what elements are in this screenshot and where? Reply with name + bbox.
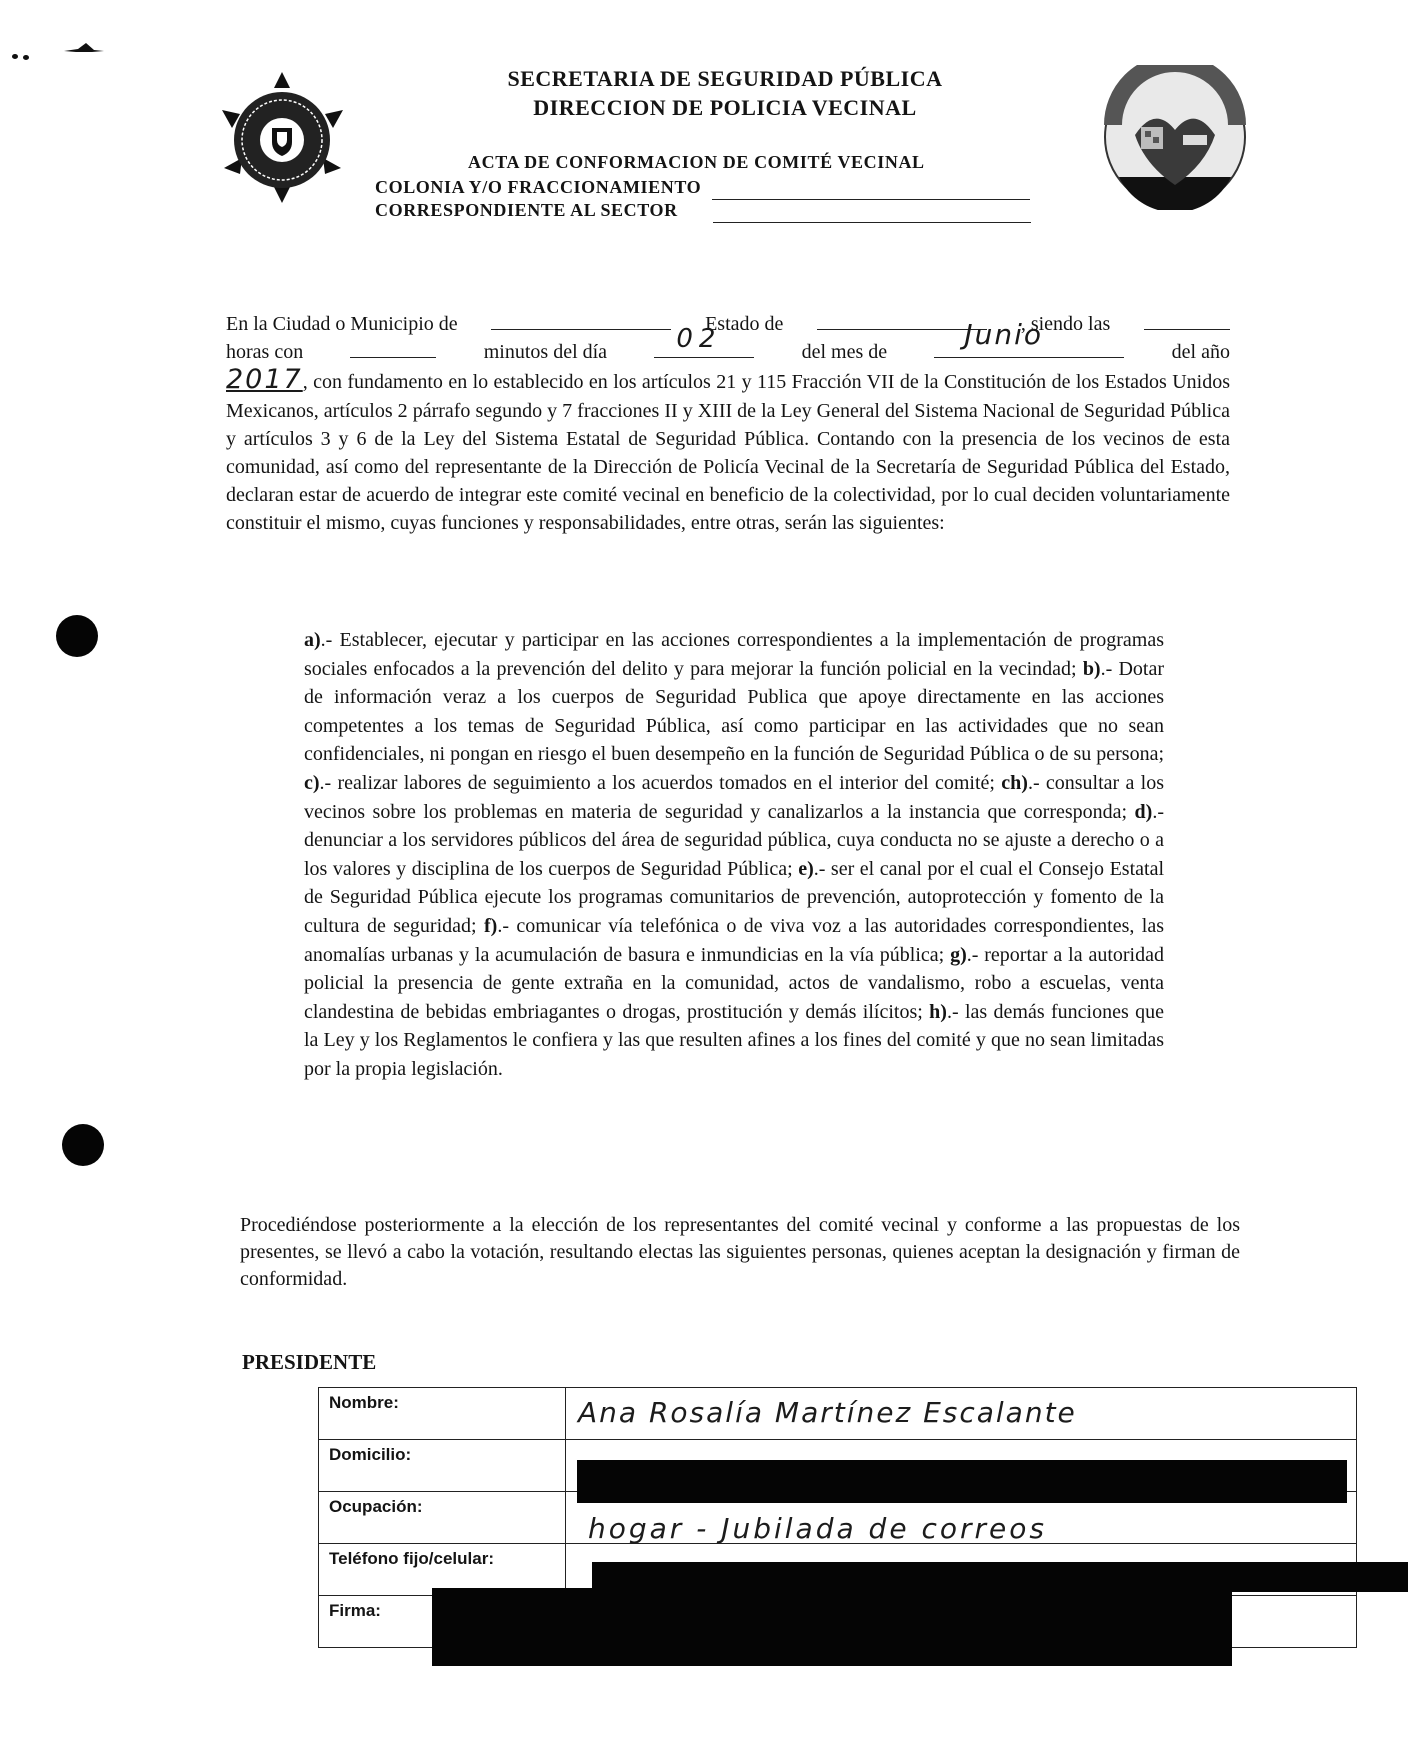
scan-mark: [12, 54, 34, 60]
redaction-firma: [432, 1588, 1232, 1666]
ocupacion-label: Ocupación:: [319, 1492, 566, 1544]
redaction-domicilio: [577, 1460, 1347, 1503]
intro-line-1: En la Ciudad o Municipio de Estado de , siendo las: [226, 310, 1230, 338]
nombre-label: Nombre:: [319, 1388, 566, 1440]
item-label-ch: ch): [1001, 771, 1028, 794]
intro-rest: 2017, con fundamento en lo establecido en los artículos 21 y 115 Fracción VII de la Constitución de los Estados Unidos Mexicanos, artículos 2 párrafo segundo y 7 fracciones II y XIII de la Ley General del Sistema Nacional de Seguridad Pública y artículos 3 y 6 de la Ley del Sistema Estatal de Seguridad Pública. Contando con la presencia de los vecinos de esta comunidad, así como del representante de la Dirección de Policía Vecinal de la Secretaría de Seguridad Pública del Estado, declaran estar de acuerdo de integrar este comité vecinal en beneficio de la colectividad, por lo cual deciden voluntariamente constituir el mismo, cuyas funciones y responsabilidades, entre otras, serán las siguientes:: [226, 364, 1230, 535]
telefono-label: Teléfono fijo/celular:: [319, 1544, 566, 1596]
sector-blank: [713, 198, 1031, 223]
item-label-a: a): [304, 629, 321, 651]
nombre-value: Ana Rosalía Martínez Escalante: [578, 1396, 1077, 1429]
scan-mark: [64, 40, 104, 50]
municipio-blank: [491, 311, 671, 330]
horas-blank: [1144, 311, 1230, 330]
sector-label: CORRESPONDIENTE AL SECTOR: [375, 200, 678, 220]
item-label-d: d): [1134, 800, 1153, 823]
item-label-b: b): [1082, 657, 1101, 680]
page-title: [380, 64, 1070, 122]
domicilio-label: Domicilio:: [319, 1440, 566, 1492]
item-label-h: h): [929, 1000, 947, 1023]
item-label-g: g): [950, 943, 967, 966]
anio-value: 2017: [226, 364, 303, 396]
colonia-blank: [712, 175, 1030, 200]
firma-label: Firma:: [319, 1596, 566, 1648]
president-section-title: PRESIDENTE: [242, 1350, 377, 1374]
sector-row: [375, 198, 1031, 223]
punch-hole-top: [56, 615, 98, 657]
estado-blank: [817, 311, 987, 330]
colonia-row: [375, 175, 1030, 200]
punch-hole-bottom: [62, 1124, 104, 1166]
acta-title: ACTA DE CONFORMACION DE COMITÉ VECINAL: [468, 152, 925, 172]
left-seal-logo: [220, 70, 345, 205]
intro-line-2: horas con minutos del día 02 del mes de Junio del año: [226, 318, 1230, 364]
mes-field: [934, 318, 1124, 358]
title-line-1: SECRETARIA DE SEGURIDAD PÚBLICA: [507, 66, 943, 91]
title-line-2: DIRECCION DE POLICIA VECINAL: [533, 95, 917, 120]
item-label-c: c): [304, 771, 320, 794]
dia-field: [654, 324, 754, 358]
closing-paragraph: Procediéndose posteriormente a la elección de los representantes del comité vecinal y conforme a las propuestas de los presentes, se llevó a cabo la votación, resultando electas las siguientes personas, quienes aceptan la designación y firman de conformidad.: [240, 1214, 1240, 1290]
dia-value: 02: [676, 324, 722, 355]
functions-list: a).- Establecer, ejecutar y participar en las acciones correspondientes a la implementación de programas sociales enfocados a la prevención del delito y para mejorar la función policial en la vecindad; b).- Dotar de información veraz a los cuerpos de Seguridad Publica que apoye directamente en las acciones competentes a los temas de Seguridad Pública, así como participar en las actividades que no sean confidenciales, ni pongan en riesgo el buen desempeño en la función de Seguridad Pública o de su persona; c).- realizar labores de seguimiento a los acuerdos tomados en el interior del comité; ch).- consultar a los vecinos sobre los problemas en materia de seguridad y canalizarlos a la instancia que corresponda; d).- denunciar a los servidores públicos del área de seguridad pública, cuya conducta no se ajuste a derecho o a los valores y disciplina de los cuerpos de Seguridad Pública; e).- ser el canal por el cual el Consejo Estatal de Seguridad Pública ejecute los programas comunitarios de prevención, autoprotección y fomento de la cultura de seguridad; f).- comunicar vía telefónica o de viva voz a las autoridades correspondientes, las anomalías urbanas y la acumulación de basura e inmundicias en la vía pública; g).- reportar a la autoridad policial la presencia de gente extraña en la comunidad, actos de vandalismo, robo a escuelas, venta clandestina de bebidas embriagantes o drogas, prostitución y demás ilícitos; h).- las demás funciones que la Ley y los Reglamentos le confiera y las que resulten afines a los fines del comité y que no sean limitadas por la propia legislación.: [304, 629, 1165, 1080]
mes-value: Junio: [964, 318, 1044, 352]
ocupacion-value: hogar - Jubilada de correos: [588, 1512, 1047, 1545]
colonia-label: COLONIA Y/O FRACCIONAMIENTO: [375, 177, 702, 197]
item-label-f: f): [484, 914, 498, 937]
minutos-blank: [350, 339, 436, 358]
item-label-e: e): [798, 857, 814, 880]
intro-paragraph: [226, 310, 1230, 538]
right-seal-logo: [1095, 65, 1255, 210]
